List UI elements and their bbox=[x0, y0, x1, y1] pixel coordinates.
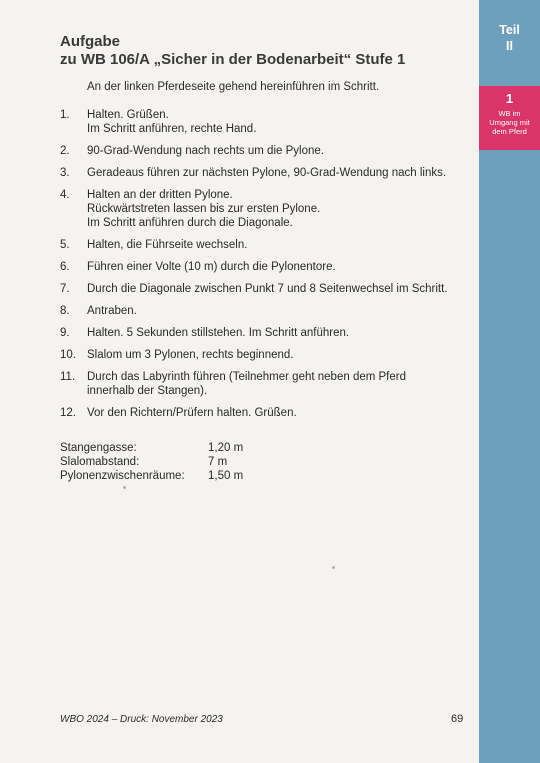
step-text-line: Halten an der dritten Pylone. bbox=[87, 189, 233, 201]
step-item bbox=[60, 260, 475, 274]
step-number: 9. bbox=[60, 327, 70, 339]
step-text-line: Führen einer Volte (10 m) durch die Pylonentore. bbox=[87, 261, 336, 273]
page-title-line: zu WB 106/A „Sicher in der Bodenarbeit“ Stufe 1 bbox=[60, 51, 406, 68]
measurement-label: Slalomabstand: bbox=[60, 456, 140, 468]
measurements-table bbox=[60, 441, 243, 483]
step-item bbox=[60, 348, 475, 362]
step-item bbox=[60, 108, 475, 136]
chapter-tab-label bbox=[479, 109, 540, 136]
step-number: 6. bbox=[60, 261, 70, 273]
step-number: 4. bbox=[60, 189, 70, 201]
page-title-line: Aufgabe bbox=[60, 33, 120, 50]
task-steps-list bbox=[60, 108, 475, 420]
intro-text: An der linken Pferdeseite gehend hereinführen im Schritt. bbox=[87, 81, 380, 93]
step-text-line: Geradeaus führen zur nächsten Pylone, 90-Grad-Wendung nach links. bbox=[87, 167, 447, 179]
page-title bbox=[60, 33, 470, 69]
measurement-row bbox=[60, 441, 243, 455]
step-text-line: Vor den Richtern/Prüfern halten. Grüßen. bbox=[87, 407, 297, 419]
step-text-line: Halten. 5 Sekunden stillstehen. Im Schritt anführen. bbox=[87, 327, 350, 339]
page-number: 69 bbox=[451, 713, 464, 725]
chapter-tab-label-line: WB im bbox=[498, 109, 521, 118]
step-number: 11. bbox=[60, 371, 76, 383]
step-number: 8. bbox=[60, 305, 70, 317]
chapter-sidebar bbox=[479, 0, 540, 763]
step-number: 5. bbox=[60, 239, 70, 251]
print-speck bbox=[123, 486, 126, 489]
chapter-tab bbox=[479, 86, 540, 150]
chapter-tab-label-line: dem Pferd bbox=[492, 127, 527, 136]
chapter-tab-label-line: Umgang mit bbox=[489, 118, 530, 127]
step-text-line: Durch die Diagonale zwischen Punkt 7 und 8 Seitenwechsel im Schritt. bbox=[87, 283, 448, 295]
step-item bbox=[60, 326, 475, 340]
step-item bbox=[60, 238, 475, 252]
measurement-row bbox=[60, 469, 243, 483]
print-speck bbox=[332, 566, 335, 569]
part-label-number: II bbox=[506, 39, 513, 53]
part-label-word: Teil bbox=[499, 23, 520, 37]
step-item bbox=[60, 166, 475, 180]
measurement-row bbox=[60, 455, 243, 469]
step-item bbox=[60, 188, 475, 230]
step-text-line: Im Schritt anführen durch die Diagonale. bbox=[87, 217, 293, 229]
edition-footer: WBO 2024 – Druck: November 2023 bbox=[60, 714, 223, 725]
step-text-line: 90-Grad-Wendung nach rechts um die Pylone. bbox=[87, 145, 324, 157]
step-item bbox=[60, 144, 475, 158]
step-text-line: Im Schritt anführen, rechte Hand. bbox=[87, 123, 257, 135]
step-text-line: Durch das Labyrinth führen (Teilnehmer geht neben dem Pferd bbox=[87, 371, 406, 383]
step-item bbox=[60, 406, 475, 420]
measurement-label: Stangengasse: bbox=[60, 442, 137, 454]
step-number: 3. bbox=[60, 167, 70, 179]
measurement-value: 1,20 m bbox=[208, 442, 244, 454]
step-text-line: Halten, die Führseite wechseln. bbox=[87, 239, 248, 251]
step-text-line: Halten. Grüßen. bbox=[87, 109, 169, 121]
part-label bbox=[479, 22, 540, 54]
step-text-line: Antraben. bbox=[87, 305, 137, 317]
step-text-line: innerhalb der Stangen). bbox=[87, 385, 208, 397]
measurement-label: Pylonenzwischenräume: bbox=[60, 470, 185, 482]
step-item bbox=[60, 282, 475, 296]
step-number: 7. bbox=[60, 283, 70, 295]
step-number: 10. bbox=[60, 349, 76, 361]
measurement-value: 1,50 m bbox=[208, 470, 244, 482]
step-item bbox=[60, 370, 475, 398]
step-text-line: Rückwärtstreten lassen bis zur ersten Pylone. bbox=[87, 203, 321, 215]
step-item bbox=[60, 304, 475, 318]
chapter-tab-number: 1 bbox=[505, 91, 514, 106]
step-number: 1. bbox=[60, 109, 70, 121]
step-text-line: Slalom um 3 Pylonen, rechts beginnend. bbox=[87, 349, 294, 361]
measurement-value: 7 m bbox=[208, 456, 228, 468]
step-number: 2. bbox=[60, 145, 70, 157]
step-number: 12. bbox=[60, 407, 76, 419]
